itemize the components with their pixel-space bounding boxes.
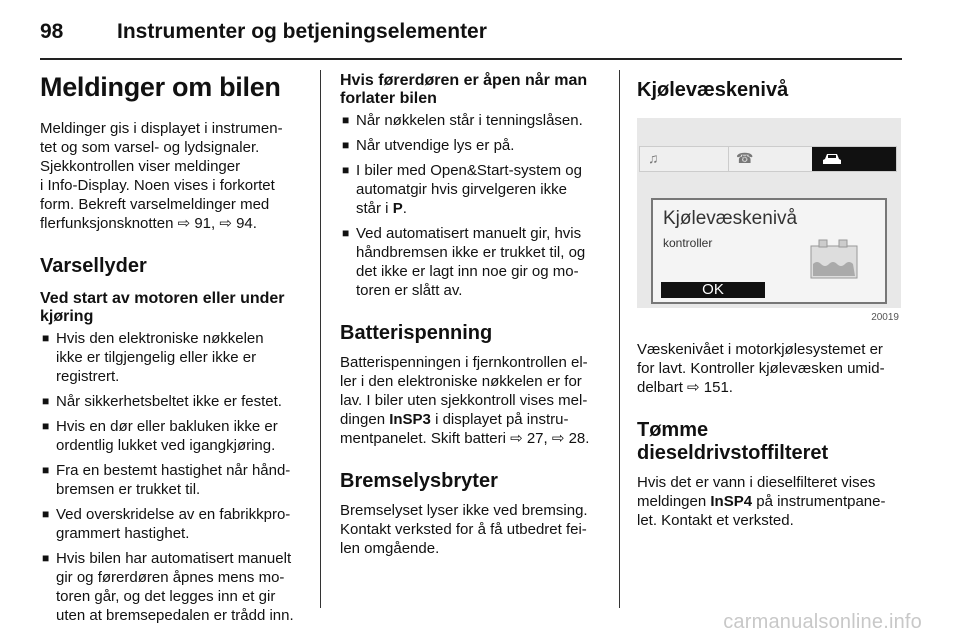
warning-sound-list [40, 329, 302, 625]
page-number: 98 [40, 20, 64, 43]
bullet-icon: ■ [42, 331, 50, 345]
heading-engine-start: Ved start av motoren eller under kjøring [40, 290, 285, 325]
diesel-paragraph: Hvis det er vann i dieselfilteret vises meldingen InSP4 på instrumentpane- let. Kontakt et verksted. [637, 474, 886, 529]
list-item: ■ I biler med Open&Start-system og automatgir hvis girvelgeren ikke står i P. [342, 162, 582, 217]
display-top-bar [639, 146, 897, 172]
list-item: ■ Hvis den elektroniske nøkkelen ikke er tilgjengelig eller ikke er registrert. [42, 330, 264, 385]
bullet-icon: ■ [42, 507, 50, 521]
coolant-paragraph: Væskenivået i motorkjølesystemet er for lavt. Kontroller kjølevæsken umid- delbart ⇨ 151. [637, 341, 885, 396]
list-item: ■ Hvis bilen har automatisert manuelt gir og førerdøren åpnes mens mo- toren går, og det legges inn et gir uten at bremsepedalen er trådd inn. [42, 550, 294, 624]
heading-coolant-level: Kjølevæskenivå [637, 79, 789, 101]
list-item: ■ Ved overskridelse av en fabrikkpro- grammert hastighet. [42, 506, 291, 542]
list-item: ■ Når utvendige lys er på. [342, 137, 515, 154]
heading-driver-door: Hvis førerdøren er åpen når man forlater bilen [340, 72, 588, 107]
brake-paragraph: Bremselyset lyser ikke ved bremsing. Kontakt verksted for å få utbedret fei- len omgående. [340, 502, 588, 557]
ok-button: OK [661, 282, 765, 298]
page-header [40, 14, 902, 54]
image-code: 20019 [871, 312, 899, 323]
message-panel [651, 198, 887, 304]
panel-subtitle: kontroller [663, 236, 713, 250]
bullet-icon: ■ [42, 419, 50, 433]
coolant-reservoir-icon [809, 238, 859, 280]
column-divider-2 [619, 70, 620, 608]
list-item: ■ Fra en bestemt hastighet når hånd- bremsen er trukket til. [42, 462, 291, 498]
panel-title: Kjølevæskenivå [663, 208, 798, 229]
battery-paragraph: Batterispenningen i fjernkontrollen el- ler i den elektroniske nøkkelen er for lav. I biler uten sjekkontroll vises mel- dingen InSP3 i displayet på instru- mentpanelet. Skift batteri ⇨ 27, ⇨ 28. [340, 354, 590, 447]
header-rule [40, 58, 902, 60]
heading-warning-sounds: Varsellyder [40, 255, 147, 277]
list-item: ■ Ved automatisert manuelt gir, hvis håndbremsen ikke er trukket til, og det ikke er lagt inn noe gir og mo- toren er slått av. [342, 225, 586, 299]
bullet-icon: ■ [342, 113, 350, 127]
driver-door-list [340, 111, 602, 300]
heading-brake-switch: Bremselysbryter [340, 470, 498, 492]
heading-battery: Batterispenning [340, 322, 493, 344]
car-icon [822, 152, 842, 166]
bullet-icon: ■ [42, 551, 50, 565]
watermark: carmanualsonline.info [723, 611, 922, 633]
bullet-icon: ■ [342, 138, 350, 152]
list-item: ■ Når nøkkelen står i tenningslåsen. [342, 112, 583, 129]
music-note-icon: ♫ [648, 150, 659, 166]
column-2 [340, 72, 602, 558]
running-title: Instrumenter og betjeningselementer [117, 20, 487, 43]
intro-paragraph: Meldinger gis i displayet i instrumen- tet og som varsel- og lydsignaler. Sjekkontrollen viser meldinger i Info-Display. Noen vises i forkortet form. Bekreft varselmeldinger med flerfunksjonsknotten ⇨ 91, ⇨ 94. [40, 120, 283, 232]
bullet-icon: ■ [42, 463, 50, 477]
phone-icon: ☎ [736, 150, 754, 166]
section-title-messages: Meldinger om bilen [40, 72, 281, 102]
heading-diesel-filter: Tømme dieseldrivstoffilteret [637, 419, 829, 464]
info-display-illustration [637, 118, 901, 330]
bullet-icon: ■ [42, 394, 50, 408]
list-item: ■ Hvis en dør eller bakluken ikke er ordentlig lukket ved igangkjøring. [42, 418, 278, 454]
column-1 [40, 72, 302, 631]
column-divider-1 [320, 70, 321, 608]
column-3 [637, 72, 902, 530]
bullet-icon: ■ [342, 163, 350, 177]
list-item: ■ Når sikkerhetsbeltet ikke er festet. [42, 393, 282, 410]
bullet-icon: ■ [342, 226, 350, 240]
